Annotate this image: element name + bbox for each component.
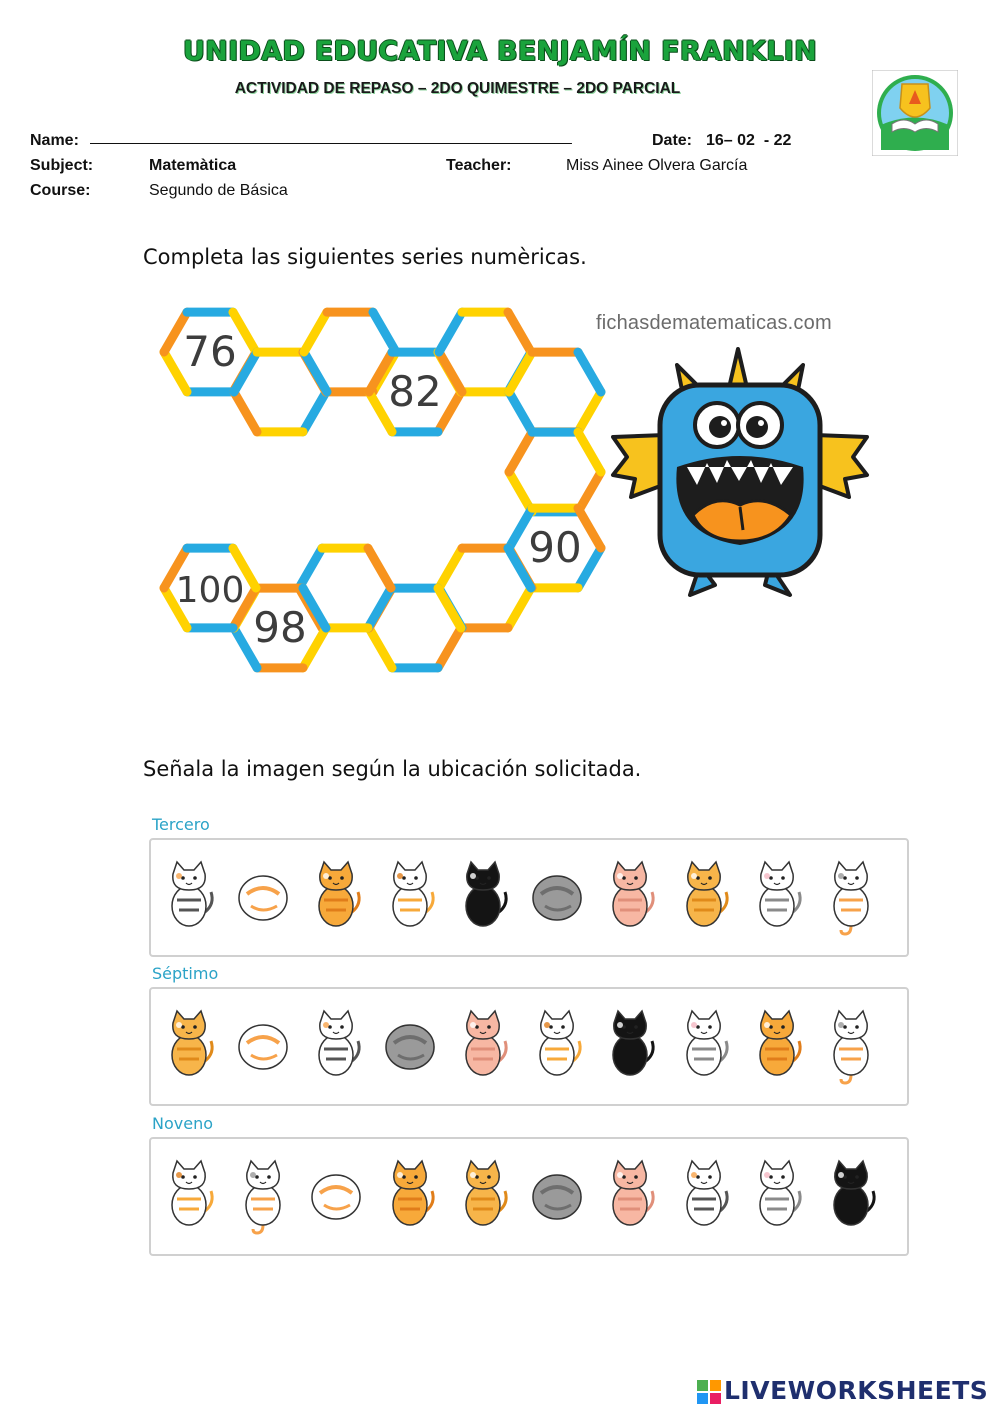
hex-edge <box>578 392 601 432</box>
hex-cell <box>164 548 256 628</box>
cat-orange-sitting-icon[interactable] <box>380 1153 440 1233</box>
cat-row-noveno <box>149 1137 909 1256</box>
instruction-position: Señala la imagen según la ubicación solicitada. <box>143 757 642 781</box>
hex-edge <box>509 352 532 392</box>
cat-calico-lying-icon[interactable] <box>233 854 293 934</box>
hex-edge <box>368 548 391 588</box>
cat-calico-sitting-icon[interactable] <box>159 854 219 934</box>
blue-monster-icon <box>605 345 875 605</box>
hex-edge <box>303 392 326 432</box>
hex-edge <box>578 432 601 472</box>
date-value: 16– 02 - 22 <box>706 132 792 149</box>
hex-edge <box>439 312 462 352</box>
hex-edge <box>578 352 601 392</box>
cat-gray-curled-icon[interactable] <box>380 1003 440 1083</box>
hex-cell[interactable] <box>509 352 601 432</box>
cat-gray-curled-icon[interactable] <box>527 1153 587 1233</box>
hex-edge <box>304 312 327 352</box>
cat-black-sitting-icon[interactable] <box>453 854 513 934</box>
hex-number: 98 <box>253 603 307 652</box>
cat-gray-striped-icon[interactable] <box>747 1153 807 1233</box>
row-label-tercero: Tercero <box>152 815 210 834</box>
hex-cell[interactable] <box>304 312 396 392</box>
course-value: Segundo de Básica <box>149 182 288 199</box>
hex-number: 82 <box>388 367 442 416</box>
hex-edge <box>304 352 327 392</box>
hex-edge <box>369 628 392 668</box>
cat-black-sitting-icon[interactable] <box>600 1003 660 1083</box>
footer-brand: LIVEWORKSHEETS <box>724 1376 989 1405</box>
hex-edge <box>509 432 532 472</box>
cat-calico-lying-icon[interactable] <box>233 1003 293 1083</box>
cat-orange-cream-icon[interactable] <box>159 1153 219 1233</box>
hex-edge <box>234 352 257 392</box>
school-shield-logo-icon <box>872 70 958 156</box>
cat-pink-standing-icon[interactable] <box>453 1003 513 1083</box>
watermark-text: fichasdematematicas.com <box>596 312 832 334</box>
hex-edge <box>439 548 462 588</box>
cat-calico-sitting-icon[interactable] <box>674 1153 734 1233</box>
subject-value: Matemàtica <box>149 157 237 174</box>
liveworksheets-logo-icon <box>697 1380 721 1404</box>
teacher-value: Miss Ainee Olvera García <box>566 157 748 174</box>
cat-gray-striped-icon[interactable] <box>674 1003 734 1083</box>
date-label: Date: <box>652 132 693 149</box>
cat-orange-standing-icon[interactable] <box>453 1153 513 1233</box>
cat-orange-striped-hanging-icon[interactable] <box>821 854 881 934</box>
cat-row-septimo <box>149 987 909 1106</box>
hex-edge <box>299 548 322 588</box>
cat-calico-sitting-icon[interactable] <box>306 1003 366 1083</box>
cat-black-sitting-icon[interactable] <box>821 1153 881 1233</box>
hexagon-number-series <box>0 290 640 690</box>
cat-orange-striped-hanging-icon[interactable] <box>821 1003 881 1083</box>
cat-orange-cream-icon[interactable] <box>527 1003 587 1083</box>
activity-subtitle: ACTIVIDAD DE REPASO – 2DO QUIMESTRE – 2DO PARCIAL <box>234 80 681 97</box>
hex-edge <box>508 312 531 352</box>
hex-edge <box>439 352 462 392</box>
name-field[interactable]: ________________________________________________________ <box>90 128 572 145</box>
hex-number: 100 <box>175 570 245 611</box>
cat-row-tercero <box>149 838 909 957</box>
cat-orange-standing-icon[interactable] <box>674 854 734 934</box>
cat-orange-standing-icon[interactable] <box>159 1003 219 1083</box>
hex-edge <box>368 588 391 628</box>
hex-edge <box>234 392 257 432</box>
cat-orange-sitting-icon[interactable] <box>306 854 366 934</box>
school-title: UNIDAD EDUCATIVA BENJAMÍN FRANKLIN <box>182 36 818 67</box>
hex-cell[interactable] <box>509 432 601 512</box>
hex-edge <box>508 588 531 628</box>
cat-gray-curled-icon[interactable] <box>527 854 587 934</box>
teacher-label: Teacher: <box>446 157 512 174</box>
row-label-septimo: Séptimo <box>152 964 219 983</box>
hex-edge <box>438 628 461 668</box>
hex-number: 76 <box>183 327 237 376</box>
hex-number: 90 <box>528 523 582 572</box>
cat-calico-lying-icon[interactable] <box>306 1153 366 1233</box>
cat-pink-standing-icon[interactable] <box>600 1153 660 1233</box>
cat-gray-striped-icon[interactable] <box>747 854 807 934</box>
cat-orange-sitting-icon[interactable] <box>747 1003 807 1083</box>
hex-edge <box>438 588 461 628</box>
hex-cell[interactable] <box>299 548 391 628</box>
subject-label: Subject: <box>30 157 94 174</box>
hex-edge <box>373 312 396 352</box>
hex-edge <box>509 392 532 432</box>
name-label: Name: <box>30 132 79 149</box>
cat-orange-striped-hanging-icon[interactable] <box>233 1153 293 1233</box>
instruction-number-series: Completa las siguientes series numèricas. <box>143 245 587 269</box>
cat-pink-standing-icon[interactable] <box>600 854 660 934</box>
cat-orange-cream-icon[interactable] <box>380 854 440 934</box>
course-label: Course: <box>30 182 91 199</box>
row-label-noveno: Noveno <box>152 1114 213 1133</box>
